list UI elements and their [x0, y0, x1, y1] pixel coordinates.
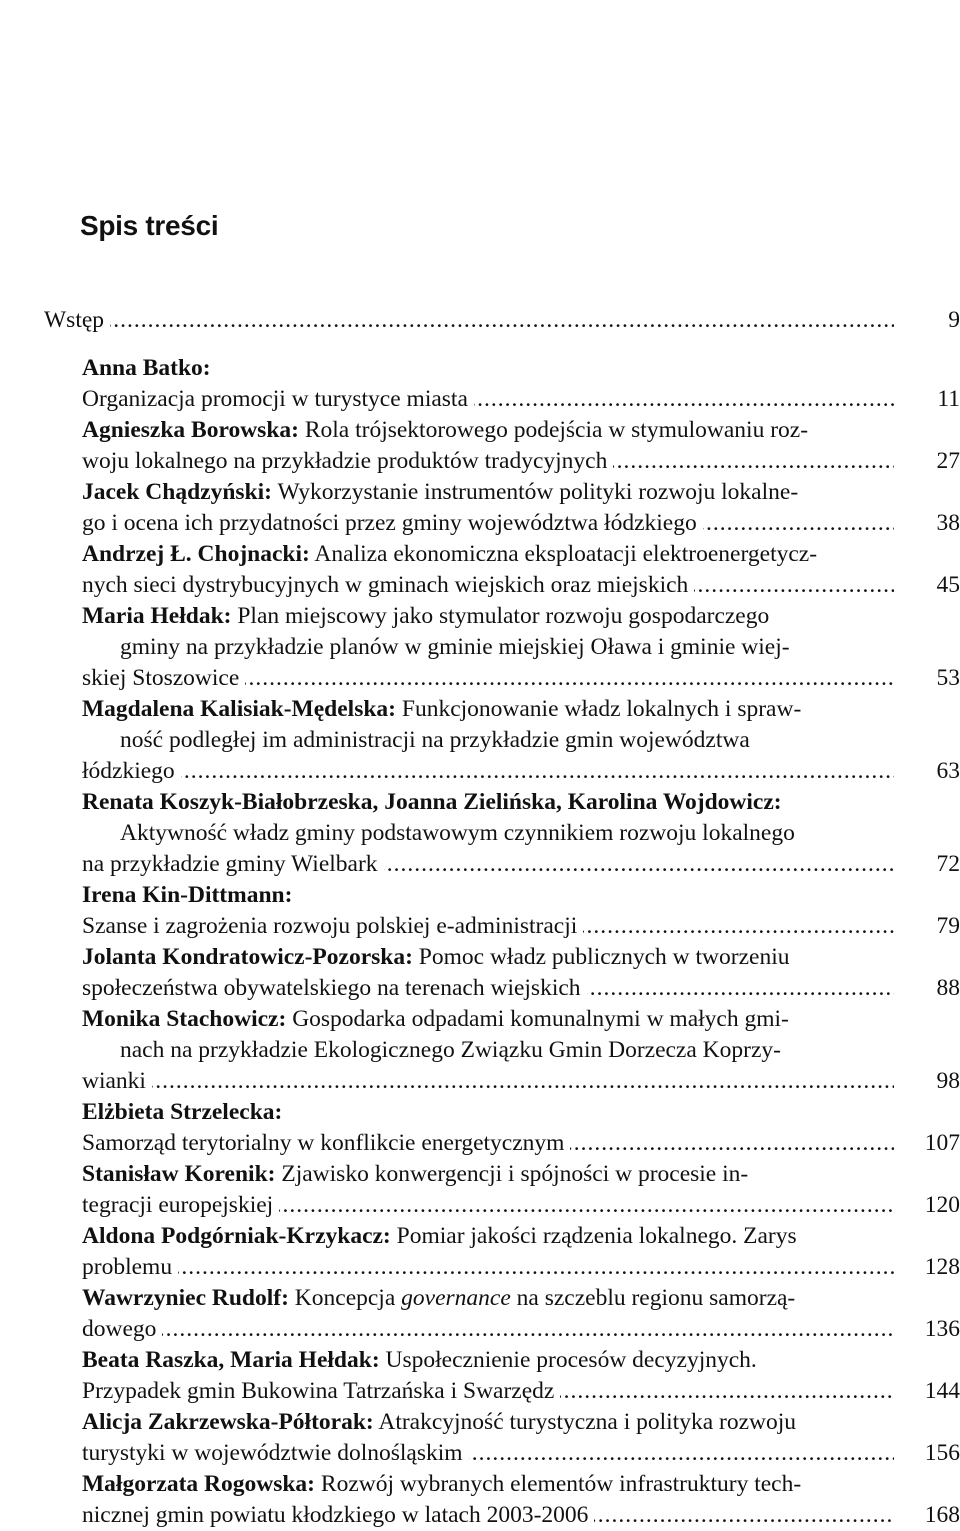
toc-entry — [82, 353, 960, 415]
entry-last-line — [82, 384, 898, 415]
table-of-contents — [44, 305, 960, 1531]
entry-author: Maria Hełdak: — [82, 603, 232, 629]
leader-dots — [703, 508, 894, 539]
entry-title-line: turystyki w województwie dolnośląskim — [82, 1440, 463, 1466]
toc-entry — [82, 1159, 960, 1221]
leader-dots — [181, 756, 894, 787]
entry-title-line: tegracji europejskiej — [82, 1192, 274, 1218]
entry-last-line — [82, 1438, 898, 1469]
leader-dots — [583, 911, 894, 942]
entry-title-line: wianki — [82, 1068, 146, 1094]
toc-entry — [82, 601, 960, 694]
entry-title-line: skiej Stoszowice — [82, 665, 240, 691]
entry-title-line: problemu — [82, 1254, 173, 1280]
toc-entry — [82, 1469, 960, 1531]
page-number: 27 — [936, 448, 960, 474]
entry-last-line — [82, 973, 898, 1004]
entry-title-line: na przykładzie gminy Wielbark — [82, 851, 378, 877]
leader-dots — [613, 446, 894, 477]
entry-author: Anna Batko: — [82, 355, 211, 381]
entry-title-line: Rola trójsektorowego podejścia w stymulowaniu roz- — [304, 417, 809, 443]
entry-author: Monika Stachowicz: — [82, 1006, 287, 1032]
entry-title-line: Pomoc władz publicznych w tworzeniu — [418, 944, 790, 970]
entry-title-line: woju lokalnego na przykładzie produktów tradycyjnych — [82, 448, 608, 474]
page-number: 45 — [936, 572, 960, 598]
entry-last-line — [82, 849, 898, 880]
entry-title-line: go i ocena ich przydatności przez gminy województwa łódzkiego — [82, 510, 697, 536]
page-number: 72 — [936, 851, 960, 877]
leader-dots — [570, 1128, 894, 1159]
page-number: 53 — [936, 665, 960, 691]
toc-entry — [82, 415, 960, 477]
entry-title-line: Plan miejscowy jako stymulator rozwoju gospodarczego — [237, 603, 770, 629]
entry-last-line — [82, 1500, 898, 1531]
entry-title-line: Koncepcja governance na szczeblu regionu samorzą- — [294, 1285, 796, 1311]
leader-dots — [474, 384, 894, 415]
leader-dots — [279, 1190, 894, 1221]
entry-author: Alicja Zakrzewska-Półtorak: — [82, 1409, 374, 1435]
entry-title-line: nicznej gmin powiatu kłodzkiego w latach 2003-2006 — [82, 1502, 589, 1528]
entry-title-line: Wykorzystanie instrumentów polityki rozwoju lokalne- — [277, 479, 799, 505]
toc-entry — [82, 1283, 960, 1345]
entry-author: Agnieszka Borowska: — [82, 417, 299, 443]
page-number: 128 — [924, 1254, 960, 1280]
entry-title-line: nych sieci dystrybucyjnych w gminach wiejskich oraz miejskich — [82, 572, 689, 598]
toc-entry — [82, 539, 960, 601]
entry-author: Elżbieta Strzelecka: — [82, 1099, 283, 1125]
entry-title-line: Analiza ekonomiczna eksploatacji elektroenergetycz- — [314, 541, 818, 567]
entry-title-line: Atrakcyjność turystyczna i polityka rozwoju — [378, 1409, 797, 1435]
page-number: 63 — [936, 758, 960, 784]
entry-title-line: Pomiar jakości rządzenia lokalnego. Zarys — [396, 1223, 797, 1249]
toc-entry — [82, 1345, 960, 1407]
leader-dots — [110, 305, 894, 336]
entry-title-line: ność podległej im administracji na przykładzie gmin województwa — [120, 727, 750, 753]
leader-dots — [384, 849, 894, 880]
page-number: 136 — [924, 1316, 960, 1342]
toc-entry — [44, 305, 960, 336]
leader-dots — [152, 1066, 894, 1097]
entry-author: Wawrzyniec Rudolf: — [82, 1285, 289, 1311]
entry-author: Małgorzata Rogowska: — [82, 1471, 316, 1497]
toc-entry — [82, 694, 960, 787]
entry-title-line: gminy na przykładzie planów w gminie miejskiej Oława i gminie wiej- — [120, 634, 790, 660]
entry-title-line: Funkcjonowanie władz lokalnych i spraw- — [401, 696, 802, 722]
entry-last-line — [44, 305, 898, 336]
leader-dots — [245, 663, 894, 694]
entry-author: Irena Kin-Dittmann: — [82, 882, 293, 908]
entry-author: Jolanta Kondratowicz-Pozorska: — [82, 944, 413, 970]
italic-term: governance — [401, 1285, 511, 1311]
entry-last-line — [82, 1066, 898, 1097]
entry-author: Magdalena Kalisiak-Mędelska: — [82, 696, 396, 722]
page-number: 168 — [924, 1502, 960, 1528]
entry-last-line — [82, 1190, 898, 1221]
entry-title-line: dowego — [82, 1316, 157, 1342]
toc-entry — [82, 1407, 960, 1469]
entry-last-line — [82, 663, 898, 694]
entry-title-line: Zjawisko konwergencji i spójności w procesie in- — [281, 1161, 749, 1187]
entry-title-line: społeczeństwa obywatelskiego na terenach wiejskich — [82, 975, 581, 1001]
entry-author: Aldona Podgórniak-Krzykacz: — [82, 1223, 391, 1249]
toc-entry — [82, 1004, 960, 1097]
entry-last-line — [82, 1128, 898, 1159]
toc-entry — [82, 787, 960, 880]
entry-author: Renata Koszyk-Białobrzeska, Joanna Zielińska, Karolina Wojdowicz: — [82, 789, 782, 815]
page-number: 98 — [936, 1068, 960, 1094]
leader-dots — [560, 1376, 894, 1407]
toc-entry — [82, 880, 960, 942]
leader-dots — [469, 1438, 894, 1469]
page-number: 79 — [936, 913, 960, 939]
page-title: Spis treści — [80, 210, 219, 241]
entry-last-line — [82, 1252, 898, 1283]
leader-dots — [162, 1314, 894, 1345]
entry-last-line — [82, 446, 898, 477]
entry-title-line: łódzkiego — [82, 758, 175, 784]
entry-author: Beata Raszka, Maria Hełdak: — [82, 1347, 380, 1373]
page-number: 107 — [924, 1130, 960, 1156]
toc-entry — [82, 942, 960, 1004]
entry-title-line: Szanse i zagrożenia rozwoju polskiej e-administracji — [82, 913, 578, 939]
page-number: 144 — [924, 1378, 960, 1404]
entry-title-line: Uspołecznienie procesów decyzyjnych. — [385, 1347, 757, 1373]
page-number: 156 — [924, 1440, 960, 1466]
entry-title-line: nach na przykładzie Ekologicznego Związku Gmin Dorzecza Koprzy- — [120, 1037, 781, 1063]
entry-title-line: Wstęp — [44, 307, 105, 333]
entry-title-line: Gospodarka odpadami komunalnymi w małych gmi- — [292, 1006, 789, 1032]
leader-dots — [587, 973, 894, 1004]
entry-title-line: Rozwój wybranych elementów infrastruktury tech- — [320, 1471, 802, 1497]
entry-last-line — [82, 1314, 898, 1345]
leader-dots — [178, 1252, 894, 1283]
toc-entry — [82, 1221, 960, 1283]
entry-author: Stanisław Korenik: — [82, 1161, 276, 1187]
entry-author: Andrzej Ł. Chojnacki: — [82, 541, 310, 567]
toc-entry — [82, 1097, 960, 1159]
page-number: 120 — [924, 1192, 960, 1218]
entry-last-line — [82, 756, 898, 787]
toc-entry — [82, 477, 960, 539]
leader-dots — [694, 570, 894, 601]
entry-last-line — [82, 1376, 898, 1407]
entry-author: Jacek Chądzyński: — [82, 479, 272, 505]
entry-title-line: Przypadek gmin Bukowina Tatrzańska i Swarzędz — [82, 1378, 555, 1404]
page-number: 88 — [936, 975, 960, 1001]
entry-title-line: Aktywność władz gminy podstawowym czynnikiem rozwoju lokalnego — [120, 820, 795, 846]
entry-title-line: Samorząd terytorialny w konflikcie energetycznym — [82, 1130, 565, 1156]
leader-dots — [594, 1500, 894, 1531]
page-number: 9 — [948, 307, 960, 333]
entry-last-line — [82, 570, 898, 601]
page-number: 11 — [937, 386, 960, 412]
entry-last-line — [82, 508, 898, 539]
page-number: 38 — [936, 510, 960, 536]
entry-last-line — [82, 911, 898, 942]
entry-title-line: Organizacja promocji w turystyce miasta — [82, 386, 468, 412]
